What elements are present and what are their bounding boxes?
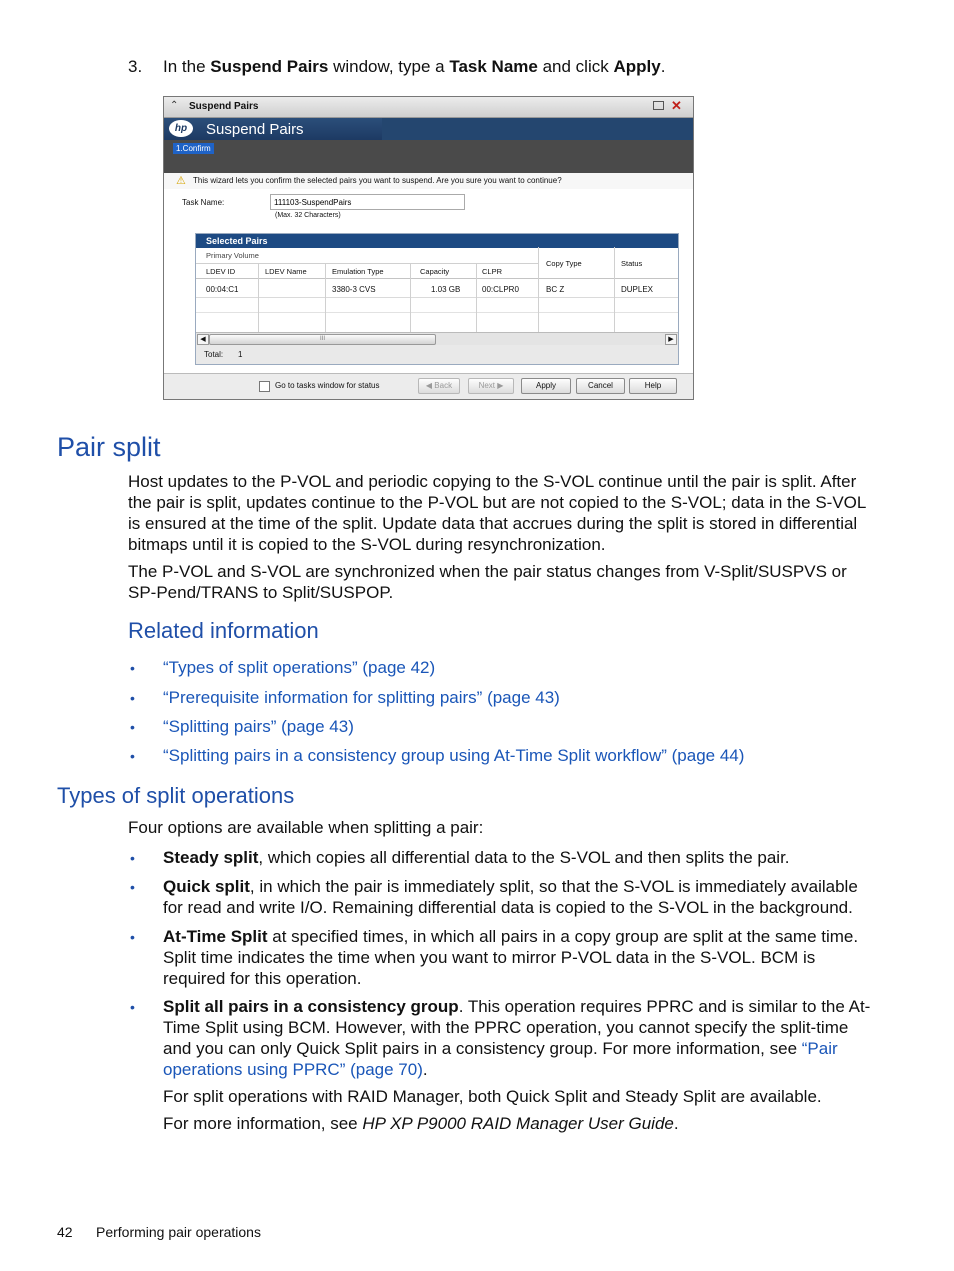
related-link[interactable]: “Splitting pairs” (page 43): [163, 717, 354, 736]
scroll-left-icon[interactable]: ◀: [197, 334, 209, 345]
window-titlebar: [164, 97, 693, 118]
col-sep: [325, 264, 326, 332]
more-info-note: [163, 1113, 679, 1134]
option-text-end: .: [422, 1060, 428, 1079]
cell-copy-type: BC Z: [546, 285, 565, 294]
cell-ldev-id: 00:04:C1: [206, 285, 239, 294]
column-header[interactable]: CLPR: [482, 267, 503, 276]
header-underline: [196, 278, 678, 279]
total-value: 1: [238, 350, 243, 359]
task-name-label: Task Name:: [182, 198, 225, 207]
window-footer: [164, 373, 693, 400]
cell-capacity: 1.03 GB: [431, 285, 461, 294]
window-banner: [164, 118, 693, 140]
suspend-pairs-window: [163, 96, 694, 400]
related-link[interactable]: “Prerequisite information for splitting pairs” (page 43): [163, 688, 560, 707]
step-tab-confirm[interactable]: 1.Confirm: [173, 143, 214, 154]
collapse-icon[interactable]: ⌃: [170, 100, 179, 111]
bullet-icon: •: [130, 660, 135, 676]
option-at-time-split: [163, 926, 873, 989]
types-intro: Four options are available when splitting a pair:: [128, 818, 484, 837]
banner-title: Suspend Pairs: [206, 121, 304, 138]
total-bar: [196, 345, 678, 364]
task-name-input[interactable]: [270, 194, 465, 210]
column-header[interactable]: Copy Type: [546, 259, 582, 268]
related-info-heading: Related information: [128, 618, 319, 643]
column-header[interactable]: Capacity: [420, 267, 450, 276]
types-heading: Types of split operations: [57, 783, 295, 808]
option-text: , in which the pair is immediately split, so that the S-VOL is immediately available for read and write I/O. Remaining differential data is copied to the S-VOL in the background.: [163, 877, 858, 917]
cell-emulation: 3380-3 CVS: [332, 285, 376, 294]
column-header[interactable]: LDEV Name: [265, 267, 307, 276]
warning-icon: ⚠: [176, 175, 186, 187]
guide-title: HP XP P9000 RAID Manager User Guide: [362, 1114, 674, 1133]
selected-pairs-panel: [195, 233, 679, 365]
related-link[interactable]: “Types of split operations” (page 42): [163, 658, 436, 677]
column-header[interactable]: Status: [621, 259, 643, 268]
cell-status: DUPLEX: [621, 285, 654, 294]
step-instruction: [163, 56, 665, 77]
col-sep: [538, 247, 539, 332]
related-link[interactable]: “Splitting pairs in a consistency group using At-Time Split workflow” (page 44): [163, 746, 745, 765]
option-text: at specified times, in which all pairs in a copy group are split at the same time. Split time indicates the time when you want to mirror P-VOL data in the S-VOL. BCM is required for this operation.: [163, 927, 859, 988]
scroll-right-icon[interactable]: ▶: [665, 334, 677, 345]
pair-split-paragraph-2: The P-VOL and S-VOL are synchronized when the pair status changes from V-Split/SUSPVS or SP-Pend/TRANS to Split/SUSPOP.: [128, 562, 847, 602]
row-underline: [196, 297, 678, 298]
option-text: , which copies all differential data to the S-VOL and then splits the pair.: [258, 848, 790, 867]
step-number: 3.: [128, 57, 143, 76]
panel-header: Selected Pairs: [196, 234, 678, 248]
step-text-1: In the: [163, 57, 211, 76]
option-title: Split all pairs in a consistency group: [163, 997, 459, 1016]
total-label: Total:: [204, 350, 224, 359]
column-header[interactable]: Emulation Type: [332, 267, 384, 276]
close-icon[interactable]: ✕: [671, 98, 682, 113]
footer-section: Performing pair operations: [96, 1224, 261, 1240]
option-steady-split: [163, 847, 873, 868]
step-text-3: and click: [537, 57, 614, 76]
warning-text: This wizard lets you confirm the selected pairs you want to suspend. Are you sure you want to continue?: [193, 176, 562, 185]
option-text: . This operation requires PPRC and is similar to the At-Time Split using BCM. However, with the PPRC operation, you cannot specify the split-time and you can only Quick Split pairs in a consistency group. For more information, see: [163, 997, 871, 1058]
raid-manager-note: For split operations with RAID Manager, both Quick Split and Steady Split are available.: [163, 1087, 822, 1106]
col-sep: [614, 247, 615, 332]
section-heading-pair-split: Pair split: [57, 432, 161, 462]
option-title: Steady split: [163, 848, 259, 867]
step-text-4: .: [660, 57, 666, 76]
row-underline-2: [196, 312, 678, 313]
horizontal-scrollbar[interactable]: [196, 332, 678, 345]
group-header: Primary Volume: [206, 251, 259, 260]
option-title: Quick split: [163, 877, 250, 896]
bullet-icon: •: [130, 690, 135, 706]
col-sep: [410, 264, 411, 332]
column-header[interactable]: LDEV ID: [206, 267, 236, 276]
bullet-icon: •: [130, 879, 135, 895]
option-quick-split: [163, 876, 873, 918]
col-sep: [476, 264, 477, 332]
bullet-icon: •: [130, 748, 135, 764]
note-suffix: .: [673, 1114, 679, 1133]
group-underline: [196, 263, 538, 264]
step-text-2: window, type a: [328, 57, 450, 76]
cell-clpr: 00:CLPR0: [482, 285, 519, 294]
bullet-icon: •: [130, 719, 135, 735]
next-button[interactable]: Next ▶: [468, 378, 514, 394]
wizard-steps: [164, 140, 693, 173]
status-checkbox-label: Go to tasks window for status: [275, 381, 380, 390]
page-number: 42: [57, 1224, 73, 1240]
option-title: At-Time Split: [163, 927, 268, 946]
pair-split-paragraph-1: Host updates to the P-VOL and periodic copying to the S-VOL continue until the pair is split. After the pair is split, updates continue to the P-VOL but are not copied to the S-VOL; data in the S-VOL is ensured at the time of the split. Update data that accrues during the split is stored in differential bitmaps until it is copied to the S-VOL during resynchronization.: [128, 472, 866, 554]
option-consistency-group: [163, 996, 873, 1080]
bullet-icon: •: [130, 929, 135, 945]
status-checkbox[interactable]: [259, 381, 270, 392]
step-bold-button: Apply: [613, 57, 661, 76]
bullet-icon: •: [130, 850, 135, 866]
window-content: [164, 189, 693, 373]
bullet-icon: •: [130, 999, 135, 1015]
col-sep: [258, 264, 259, 332]
pprc-link[interactable]: “Pair operations using PPRC” (page 70): [163, 1039, 838, 1079]
cancel-button[interactable]: Cancel: [576, 378, 625, 394]
apply-button[interactable]: Apply: [521, 378, 571, 394]
step-bold-window: Suspend Pairs: [210, 57, 329, 76]
warning-bar: [164, 173, 693, 190]
scroll-thumb[interactable]: III: [209, 334, 436, 345]
note-prefix: For more information, see: [163, 1114, 363, 1133]
banner-accent: [382, 118, 693, 140]
maximize-icon[interactable]: [653, 101, 664, 110]
step-bold-field: Task Name: [449, 57, 538, 76]
window-title: Suspend Pairs: [189, 101, 259, 112]
hp-logo: hp: [169, 120, 193, 137]
help-button[interactable]: Help: [629, 378, 677, 394]
task-name-hint: (Max. 32 Characters): [275, 212, 341, 219]
back-button[interactable]: ◀ Back: [418, 378, 460, 394]
